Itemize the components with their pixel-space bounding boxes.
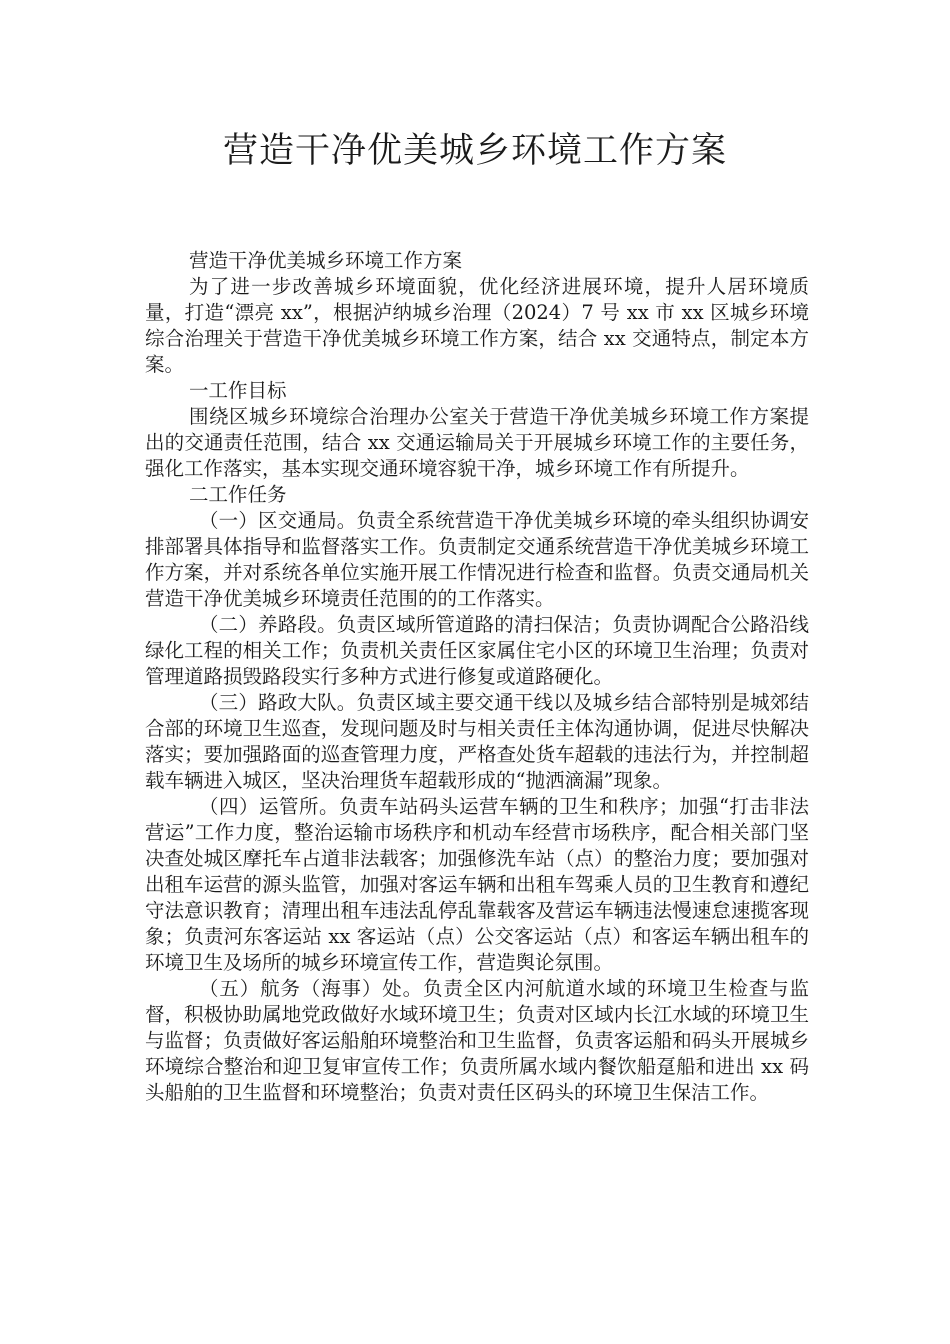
- task-item-3: （三）路政大队。负责区域主要交通干线以及城乡结合部特别是城郊结合部的环境卫生巡查，发现问题及时与相关责任主体沟通协调，促进尽快解决落实；要加强路面的巡查管理力度，严格查处货车超载的违法行为，并控制超载车辆进入城区，坚决治理货车超载形成的“抛洒滴漏”现象。: [145, 691, 809, 792]
- section-heading-tasks: 二工作任务: [189, 483, 287, 506]
- document-title: 营造干净优美城乡环境工作方案: [222, 131, 727, 171]
- goals-paragraph: 围绕区城乡环境综合治理办公室关于营造干净优美城乡环境工作方案提出的交通责任范围，结合 xx 交通运输局关于开展城乡环境工作的主要任务，强化工作落实，基本实现交通环境容貌干净，城乡环境工作有所提升。: [145, 405, 809, 480]
- task-item-1: （一）区交通局。负责全系统营造干净优美城乡环境的牵头组织协调安排部署具体指导和监督落实工作。负责制定交通系统营造干净优美城乡环境工作方案，并对系统各单位实施开展工作情况进行检查和监督。负责交通局机关营造干净优美城乡环境责任范围的的工作落实。: [145, 509, 809, 610]
- subtitle-paragraph: 营造干净优美城乡环境工作方案: [189, 249, 463, 272]
- section-heading-goals: 一工作目标: [189, 379, 287, 402]
- task-item-4: （四）运管所。负责车站码头运营车辆的卫生和秩序；加强“打击非法营运”工作力度，整治运输市场秩序和机动车经营市场秩序，配合相关部门坚决查处城区摩托车占道非法载客；加强修洗车站（点）的整治力度；要加强对出租车运营的源头监管，加强对客运车辆和出租车驾乘人员的卫生教育和遵纪守法意识教育；清理出租车违法乱停乱靠载客及营运车辆违法慢速怠速揽客现象；负责河东客运站 xx 客运站（点）公交客运站（点）和客运车辆出租车的环境卫生及场所的城乡环境宣传工作，营造舆论氛围。: [145, 795, 809, 974]
- task-item-2: （二）养路段。负责区域所管道路的清扫保洁；负责协调配合公路沿线绿化工程的相关工作；负责机关责任区家属住宅小区的环境卫生治理；负责对管理道路损毁路段实行多种方式进行修复或道路硬化。: [145, 613, 809, 688]
- document-body: [145, 248, 809, 1106]
- task-item-5: （五）航务（海事）处。负责全区内河航道水域的环境卫生检查与监督，积极协助属地党政做好水域环境卫生；负责对区域内长江水域的环境卫生与监督；负责做好客运船舶环境整治和卫生监督，负责客运船和码头开展城乡环境综合整治和迎卫复审宣传工作；负责所属水域内餐饮船趸船和进出 xx 码头船舶的卫生监督和环境整治；负责对责任区码头的环境卫生保洁工作。: [145, 977, 809, 1104]
- intro-paragraph: 为了进一步改善城乡环境面貌，优化经济进展环境，提升人居环境质量，打造“漂亮 xx”，根据泸纳城乡治理（2024）7 号 xx 市 xx 区城乡环境综合治理关于营造干净优美城乡环境工作方案，结合 xx 交通特点，制定本方案。: [145, 275, 809, 376]
